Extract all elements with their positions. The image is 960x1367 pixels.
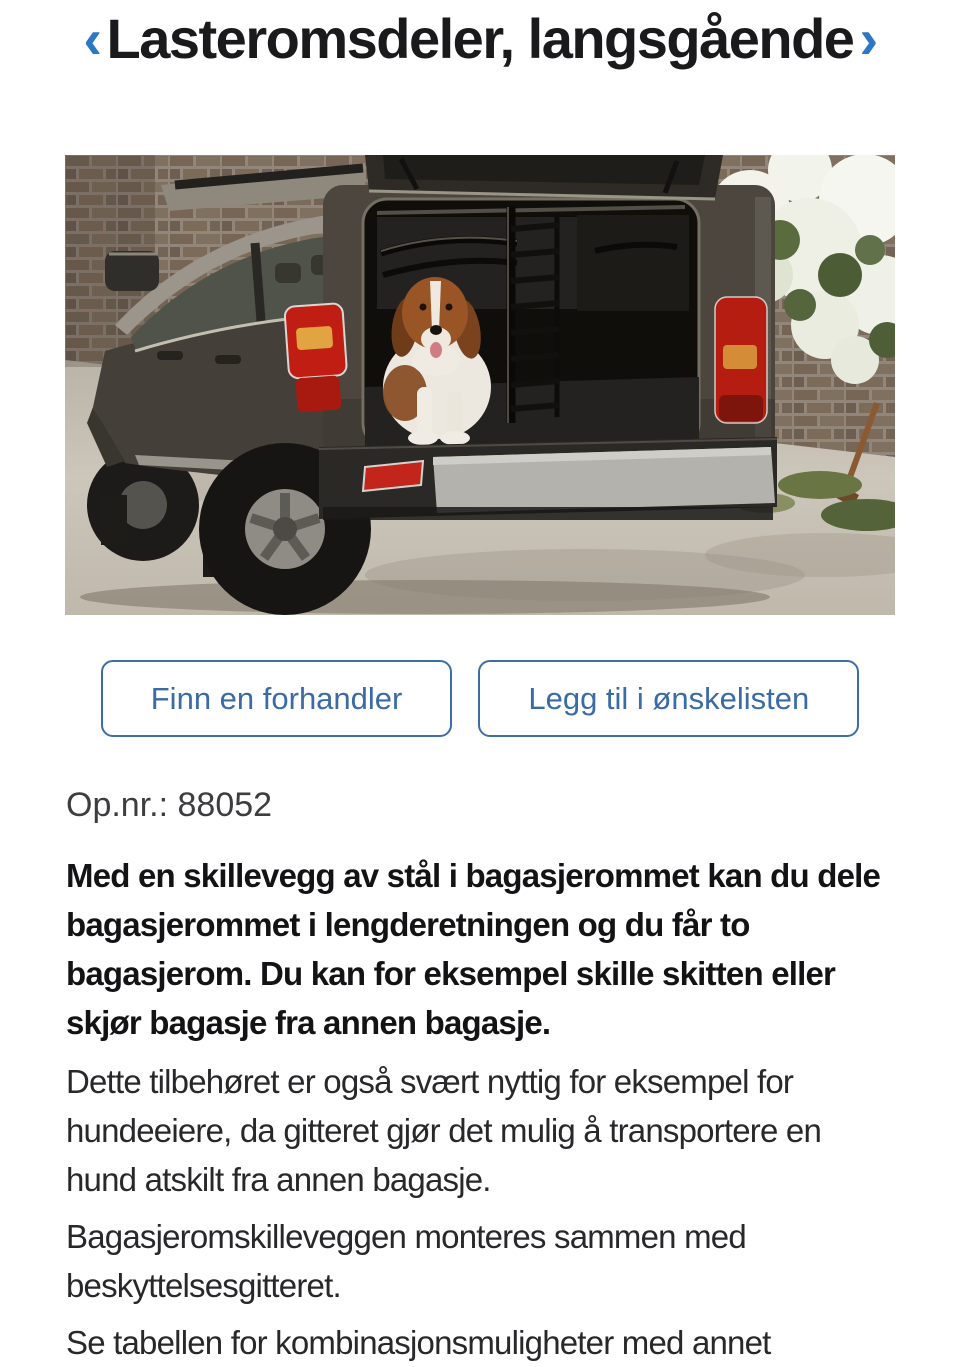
product-image bbox=[65, 155, 895, 615]
find-dealer-button[interactable]: Finn en forhandler bbox=[101, 660, 453, 737]
add-to-wishlist-button[interactable]: Legg til i ønskelisten bbox=[478, 660, 859, 737]
product-title-row bbox=[0, 2, 960, 75]
rear-bumper bbox=[319, 437, 777, 520]
product-paragraph-3: Se tabellen for kombinasjonsmuligheter med annet bbox=[66, 1324, 771, 1361]
car-rear-face bbox=[284, 185, 777, 520]
product-intro-text: Med en skillevegg av stål i bagasjerommet kan du dele bagasjerommet i lengderetningen og du får to bagasjerom. Du kan for eksempel skille skitten eller skjør bagasje fra annen bagasje. bbox=[66, 857, 881, 1041]
product-description bbox=[0, 783, 960, 1367]
operation-number: Op.nr.: 88052 bbox=[66, 786, 273, 824]
car-shadow bbox=[80, 580, 770, 614]
action-buttons-row bbox=[0, 660, 960, 737]
product-paragraph-1: Dette tilbehøret er også svært nyttig for eksempel for hundeeiere, da gitteret gjør det mulig å transportere en hund atskilt fra annen bagasje. bbox=[66, 1063, 821, 1198]
page-title: Lasteromsdeler, langsgående bbox=[106, 7, 854, 70]
right-taillight bbox=[715, 297, 767, 423]
bumper-reflector bbox=[363, 461, 423, 491]
open-tailgate bbox=[365, 155, 723, 199]
product-photo-illustration bbox=[65, 155, 895, 615]
product-paragraph-2: Bagasjeromskilleveggen monteres sammen med beskyttelsesgitteret. bbox=[66, 1218, 746, 1304]
side-mirror bbox=[105, 251, 159, 291]
prev-product-chevron-icon[interactable]: ‹ bbox=[83, 7, 101, 70]
next-product-chevron-icon[interactable]: › bbox=[859, 7, 877, 70]
cargo-opening bbox=[363, 199, 699, 447]
